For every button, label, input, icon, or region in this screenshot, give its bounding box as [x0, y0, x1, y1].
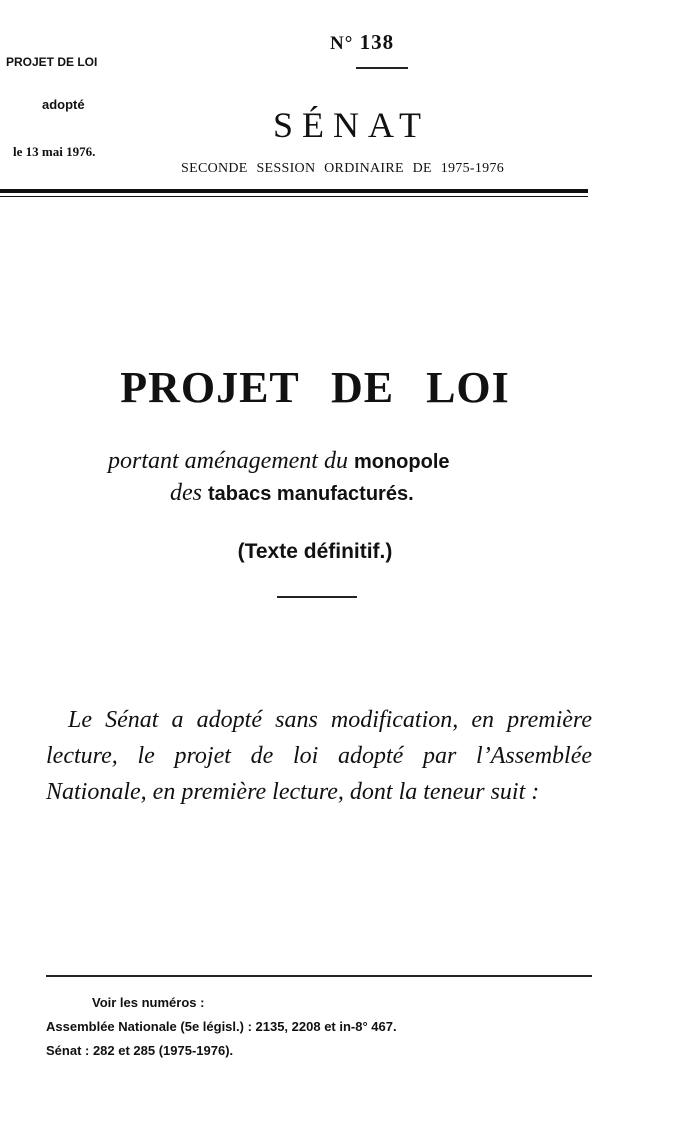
subtitle-line-1 [108, 448, 450, 475]
header-rule-thin [0, 196, 588, 197]
subtitle-2-bold: tabacs manufacturés. [208, 483, 414, 505]
footnote-assembly-ref: Assemblée Nationale (5e législ.) : 2135, 2208 et in-8° 467. [46, 1019, 397, 1034]
document-number [330, 30, 394, 55]
status-date: le 13 mai 1976. [13, 144, 96, 159]
subtitle-line-2 [170, 480, 414, 507]
definitive-text-label: (Texte définitif.) [237, 540, 393, 563]
header-rule-thick [0, 189, 588, 193]
subtitle-1-bold: monopole [353, 451, 450, 473]
footnote-rule [46, 975, 592, 977]
footnote-senate-ref: Sénat : 282 et 285 (1975-1976). [46, 1043, 234, 1058]
status-title: PROJET DE LOI [6, 55, 98, 69]
status-adopted: adopté [42, 97, 85, 112]
main-title: PROJET DE LOI [120, 363, 510, 412]
session-line: SECONDE SESSION ORDINAIRE DE 1975-1976 [181, 161, 505, 176]
number-underline [356, 67, 408, 69]
number-prefix: N° [330, 33, 354, 54]
adoption-paragraph: Le Sénat a adopté sans modification, en première lecture, le projet de loi adopté par l’Assemblée Nationale, en première lecture, dont la teneur suit : [46, 707, 592, 805]
subtitle-2-italic: des [170, 480, 202, 506]
title-divider [277, 596, 357, 598]
number-value: 138 [359, 30, 395, 54]
subtitle-1-italic: portant aménagement du [108, 448, 348, 474]
footnote-heading: Voir les numéros : [92, 995, 205, 1010]
institution-name: SÉNAT [273, 105, 431, 145]
